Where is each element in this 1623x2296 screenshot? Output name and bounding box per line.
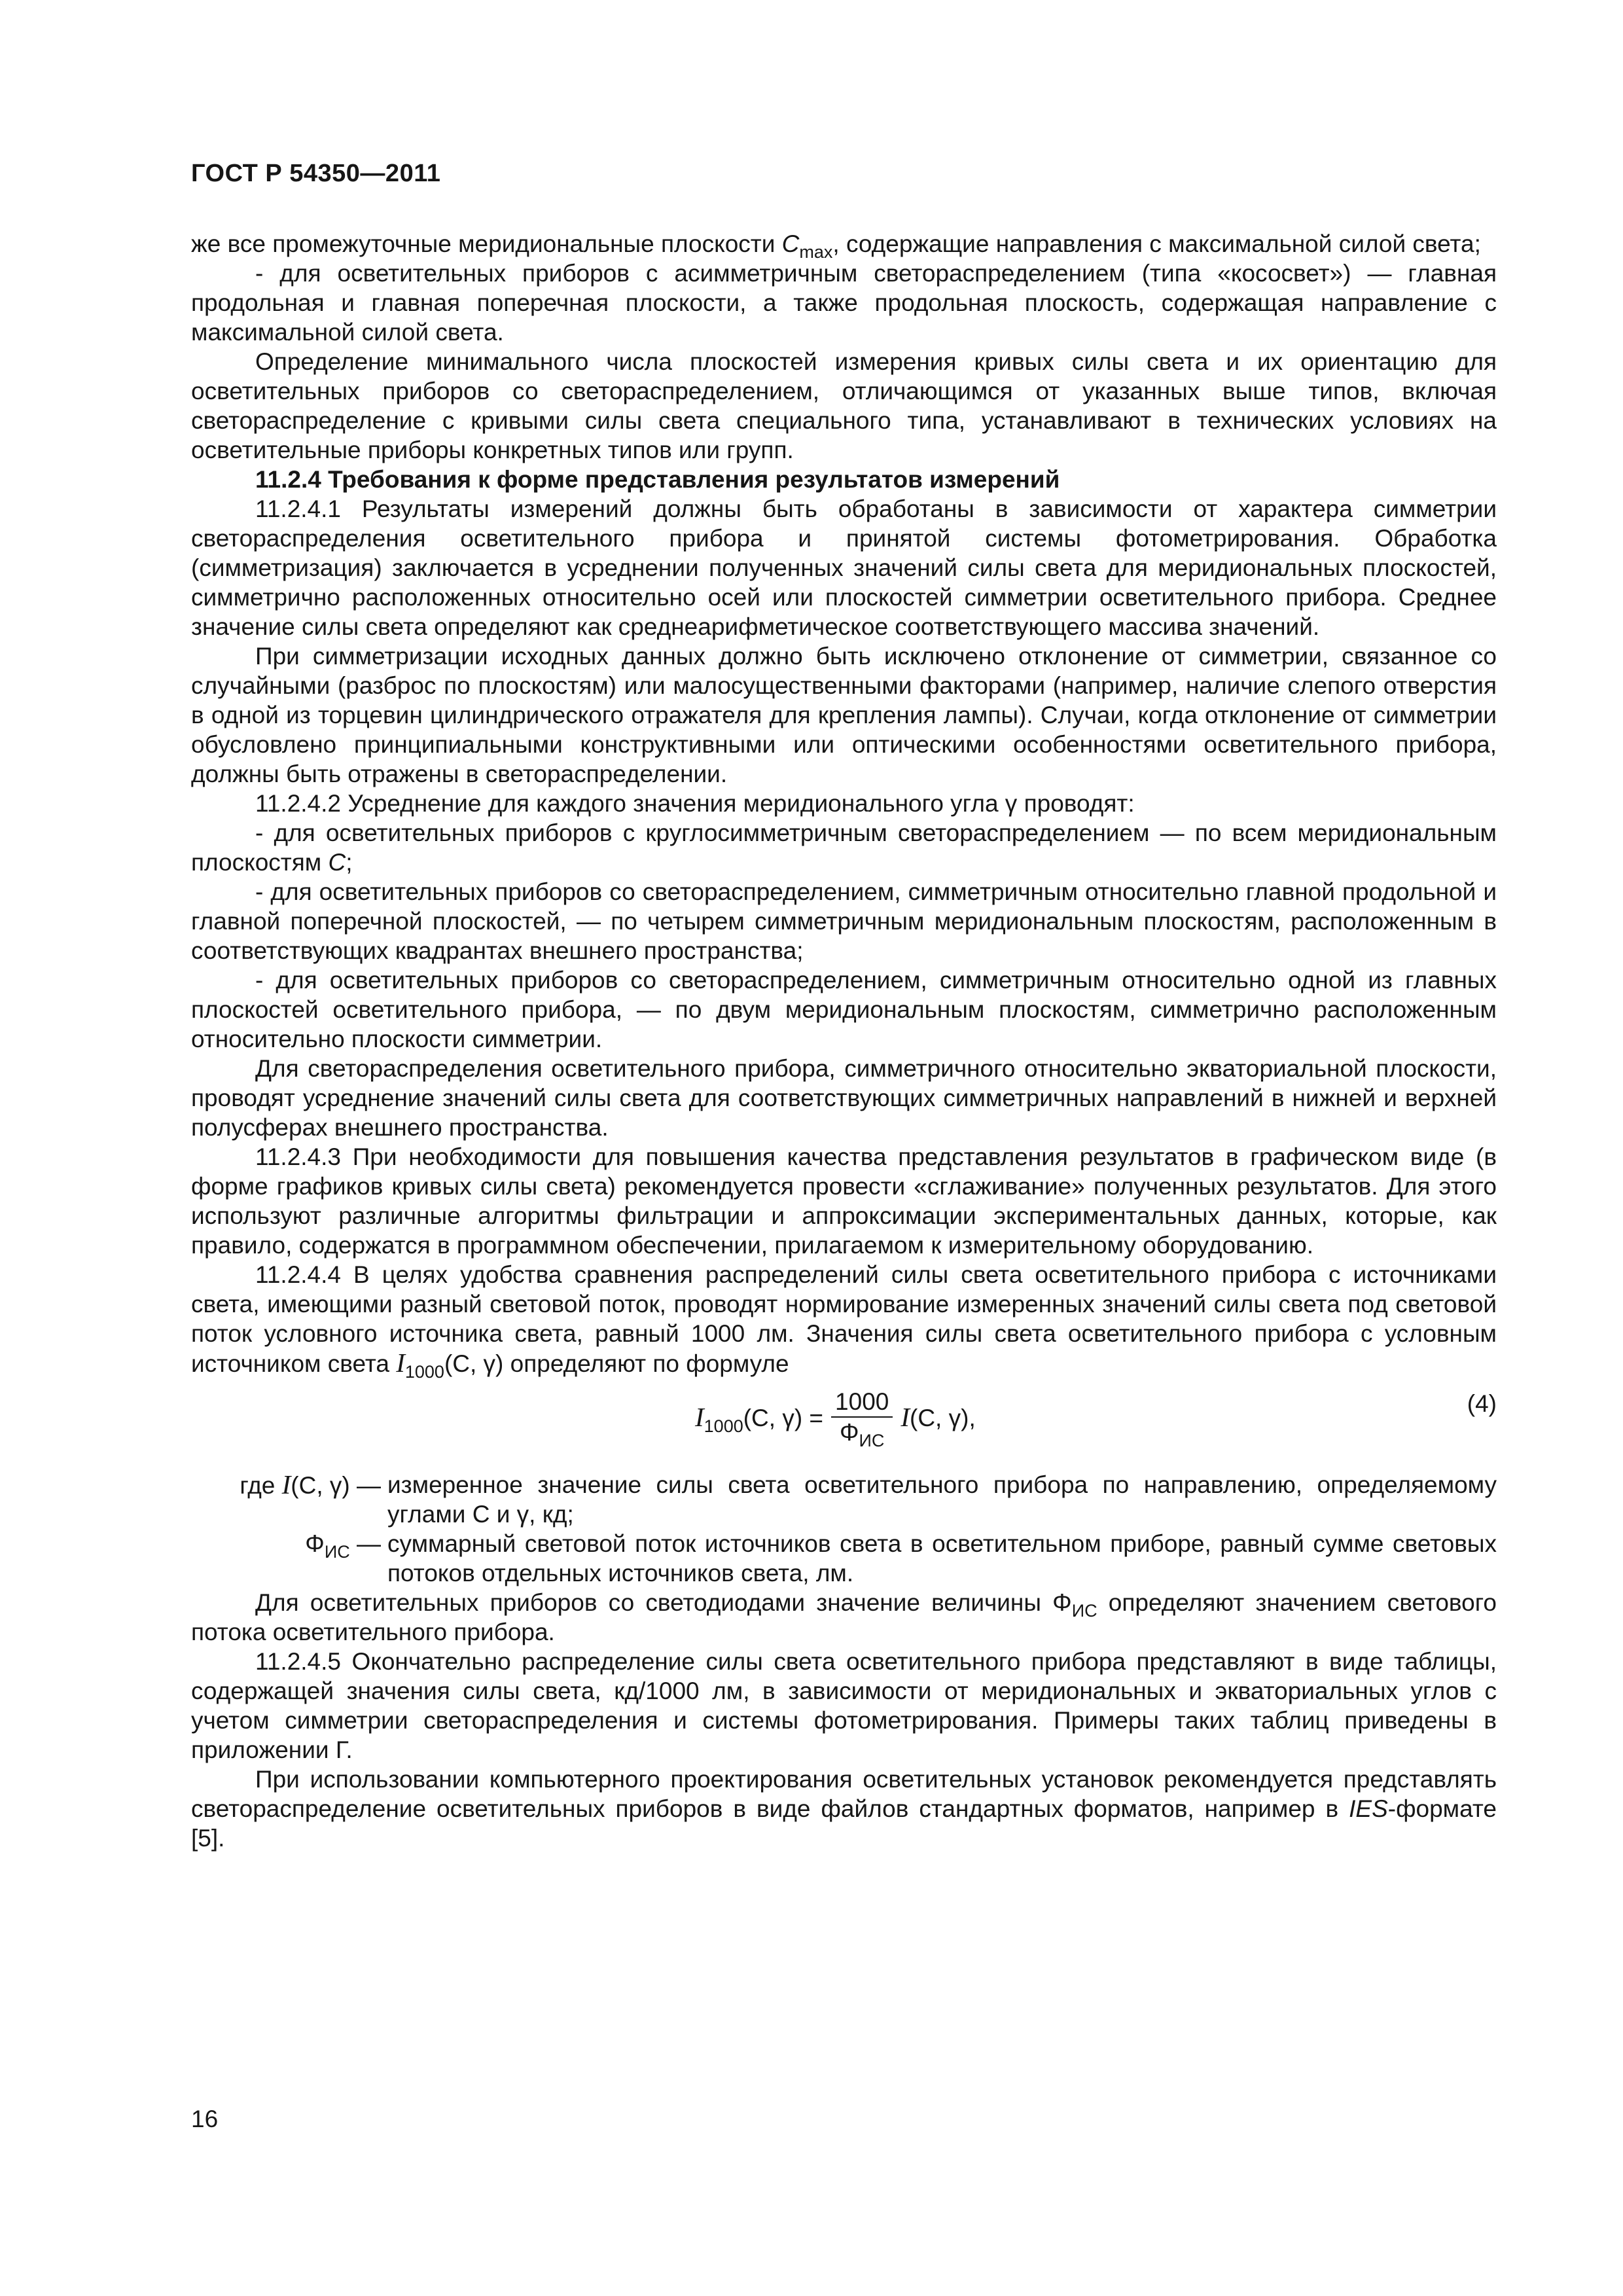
math-symbol: I (396, 1348, 405, 1378)
math-symbol: Φ (839, 1419, 859, 1446)
text-run: же все промежуточные меридиональные плоскости (191, 230, 782, 257)
list-item: - для осветительных приборов со светораспределением, симметричным относительно главной продольной и главной поперечной плоскостей, — по четырем симметричным меридиональным плоскостям, расположенным в соответствующих квадрантах внешнего пространства; (191, 878, 1497, 964)
list-item: - для осветительных приборов со светораспределением, симметричным относительно одной из главных плоскостей осветительного прибора, — по двум меридиональным плоскостям, симметрично расположенным относительно плоскости симметрии. (191, 967, 1497, 1052)
math-symbol: Φ (1052, 1589, 1072, 1616)
math-args: (C, γ), (910, 1405, 976, 1431)
math-symbol: Φ (305, 1530, 325, 1557)
math-symbol: C (328, 849, 346, 876)
body-text (191, 229, 1497, 1853)
paragraph: Определение минимального числа плоскостей измерения кривых силы света и их ориентацию для осветительных приборов со светораспределением, отличающимся от указанных выше типов, включая светораспределение с кривыми силы света специального типа, устанавливают в технических условиях на осветительные приборы конкретных типов или групп. (191, 348, 1497, 463)
formula-block (191, 1384, 1497, 1467)
definition-item (191, 1529, 1497, 1588)
page-number: 16 (191, 2106, 219, 2132)
text-run: определяют по формуле (503, 1350, 789, 1377)
paragraph: Для светораспределения осветительного прибора, симметричного относительно экваториальной плоскости, проводят усреднение значений силы света для соответствующих симметричных направлений в нижней и верхней полусферах внешнего пространства. (191, 1055, 1497, 1141)
paragraph: При симметризации исходных данных должно быть исключено отклонение от симметрии, связанное со случайными (разброс по плоскостям) или малосущественными факторами (например, наличие слепого отверстия в одной из торцевин цилиндрического отражателя для крепления лампы). Случаи, когда отклонение от симметрии обусловлено принципиальными конструктивными или оптическими особенностями осветительного прибора, должны быть отражены в светораспределении. (191, 643, 1497, 787)
text-run: ; (346, 849, 353, 876)
text-run: При использовании компьютерного проектирования осветительных установок рекомендуется представлять светораспределение осветительных приборов в виде файлов стандартных форматов, например в (191, 1766, 1497, 1822)
paragraph (191, 229, 1497, 262)
text-run: , содержащие направления с максимальной силой света; (832, 230, 1481, 257)
equation-number: (4) (1467, 1390, 1497, 1417)
text-run: определяют значением светового потока осветительного прибора. (191, 1589, 1497, 1645)
page-header: ГОСТ Р 54350—2011 (191, 160, 441, 187)
subscript: ИС (859, 1431, 885, 1450)
text-run: — (349, 1530, 381, 1557)
text-run: где (240, 1472, 282, 1499)
math-args: (C, γ) — (291, 1472, 381, 1499)
math-symbol: I (901, 1402, 910, 1432)
formula-fraction (831, 1388, 893, 1450)
definitions-list (191, 1470, 1497, 1588)
paragraph: 11.2.4.3 При необходимости для повышения качества представления результатов в графическом виде (в форме графиков кривых силы света) рекомендуется провести «сглаживание» полученных результатов. Для этого используют различные алгоритмы фильтрации и аппроксимации экспериментальных данных, которые, как правило, содержатся в программном обеспечении, прилагаемом к измерительному оборудованию. (191, 1143, 1497, 1259)
subscript: 1000 (404, 1362, 444, 1382)
paragraph: 11.2.4.5 Окончательно распределение силы света осветительного прибора представляют в виде таблицы, содержащей значения силы света, кд/1000 лм, в зависимости от меридиональных и экваториальных углов с учетом симметрии светораспределения и системы фотометрирования. Примеры таких таблиц приведены в приложении Г. (191, 1648, 1497, 1763)
text-run: -формате [5]. (191, 1795, 1497, 1852)
paragraph: - для осветительных приборов с асимметричным светораспределением (типа «кососвет») — главная продольная и главная поперечная плоскости, а также продольная плоскость, содержащая направление с максимальной силой света. (191, 260, 1497, 346)
section-heading: 11.2.4 Требования к форме представления результатов измерений (255, 466, 1060, 493)
math-args: (C, γ) = (743, 1405, 824, 1431)
formula-lhs (695, 1402, 824, 1436)
text-run: 11.2.4.4 В целях удобства сравнения распределений силы света осветительного прибора с источниками света, имеющими разный световой поток, проводят нормирование измеренных значений силы света под световой поток условного источника света, равный 1000 лм. Значения силы света осветительного прибора с условным источником света (191, 1261, 1497, 1377)
subscript: ИС (1071, 1601, 1097, 1621)
subscript: 1000 (704, 1416, 743, 1436)
paragraph: 11.2.4.1 Результаты измерений должны быть обработаны в зависимости от характера симметрии светораспределения осветительного прибора и принятой системы фотометрирования. Обработка (симметризация) заключается в усреднении полученных значений силы света для меридиональных плоскостей, симметрично расположенных относительно осей или плоскостей симметрии осветительного прибора. Среднее значение силы света определяют как среднеарифметическое соответствующего массива значений. (191, 495, 1497, 640)
paragraph (191, 1765, 1497, 1853)
math-symbol: I (281, 1469, 291, 1499)
text-run: - для осветительных приборов с круглосимметричным светораспределением — по всем меридиональным плоскостям (191, 819, 1497, 876)
fraction-numerator: 1000 (831, 1389, 893, 1418)
emphasis: IES (1349, 1795, 1388, 1822)
fraction-denominator (839, 1418, 885, 1450)
definition-item (191, 1470, 1497, 1529)
paragraph (191, 1260, 1497, 1382)
paragraph: 11.2.4.2 Усреднение для каждого значения меридионального угла γ проводят: (255, 790, 1135, 817)
math-args: (C, γ) (444, 1350, 504, 1377)
math-symbol: I (695, 1402, 704, 1432)
math-symbol: C (781, 230, 800, 257)
list-item (191, 818, 1497, 877)
definition-term (191, 1470, 387, 1529)
definition-text: суммарный световой поток источников света в осветительном приборе, равный сумме световых потоков отдельных источников света, лм. (387, 1530, 1497, 1587)
text-run: Для осветительных приборов со светодиодами значение величины (255, 1589, 1053, 1616)
paragraph (191, 1588, 1497, 1647)
formula-rhs (901, 1403, 975, 1433)
subscript: max (799, 242, 833, 262)
formula (695, 1388, 976, 1450)
subscript: ИС (324, 1542, 350, 1562)
definition-text: измеренное значение силы света осветительного прибора по направлению, определяемому углами C и γ, кд; (387, 1471, 1497, 1528)
definition-term (191, 1529, 387, 1588)
